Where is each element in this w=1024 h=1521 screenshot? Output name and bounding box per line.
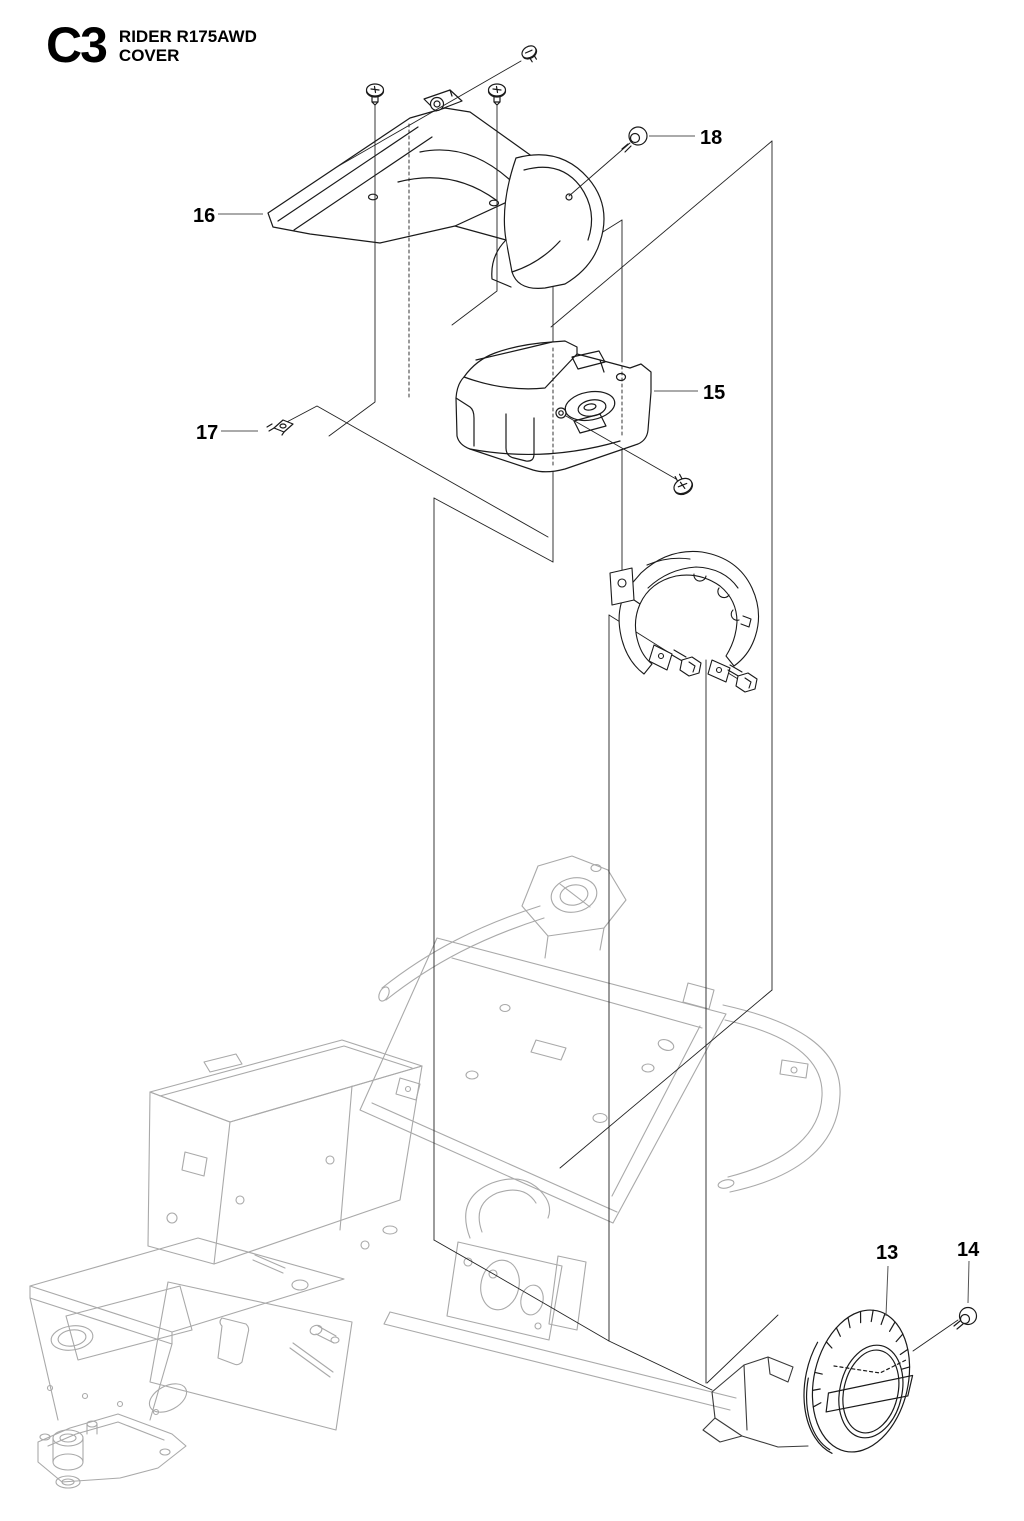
callout-leader-lines [218,136,969,1316]
part-17-clip [267,420,293,435]
callout-label-17: 17 [196,422,219,444]
pan-screw-icon [489,84,506,105]
callout-label-18: 18 [700,127,723,149]
screw-axis-lines [329,61,958,1351]
part-16-rear-cover [268,90,604,288]
pan-screw-icon [367,84,384,105]
console-screw-icon [669,471,695,498]
clamp-bracket [610,551,759,692]
model-name: RIDER R175AWD [118,27,257,46]
screw-icons [367,43,977,1329]
callout-label-13: 13 [876,1242,899,1264]
projection-lines [283,141,778,1390]
screw-14-icon [954,1308,977,1330]
callout-label-15: 15 [703,382,726,404]
part-13-mount-bracket [703,1357,808,1447]
push-screw-icon [520,43,541,64]
callout-label-16: 16 [193,205,216,227]
screw-18-icon [622,127,647,152]
part-13-round-cover [790,1298,925,1467]
callout-label-14: 14 [957,1239,980,1261]
frame-reference-drawing [30,856,840,1488]
page-code: C3 [46,17,106,73]
section-name: COVER [118,46,180,66]
